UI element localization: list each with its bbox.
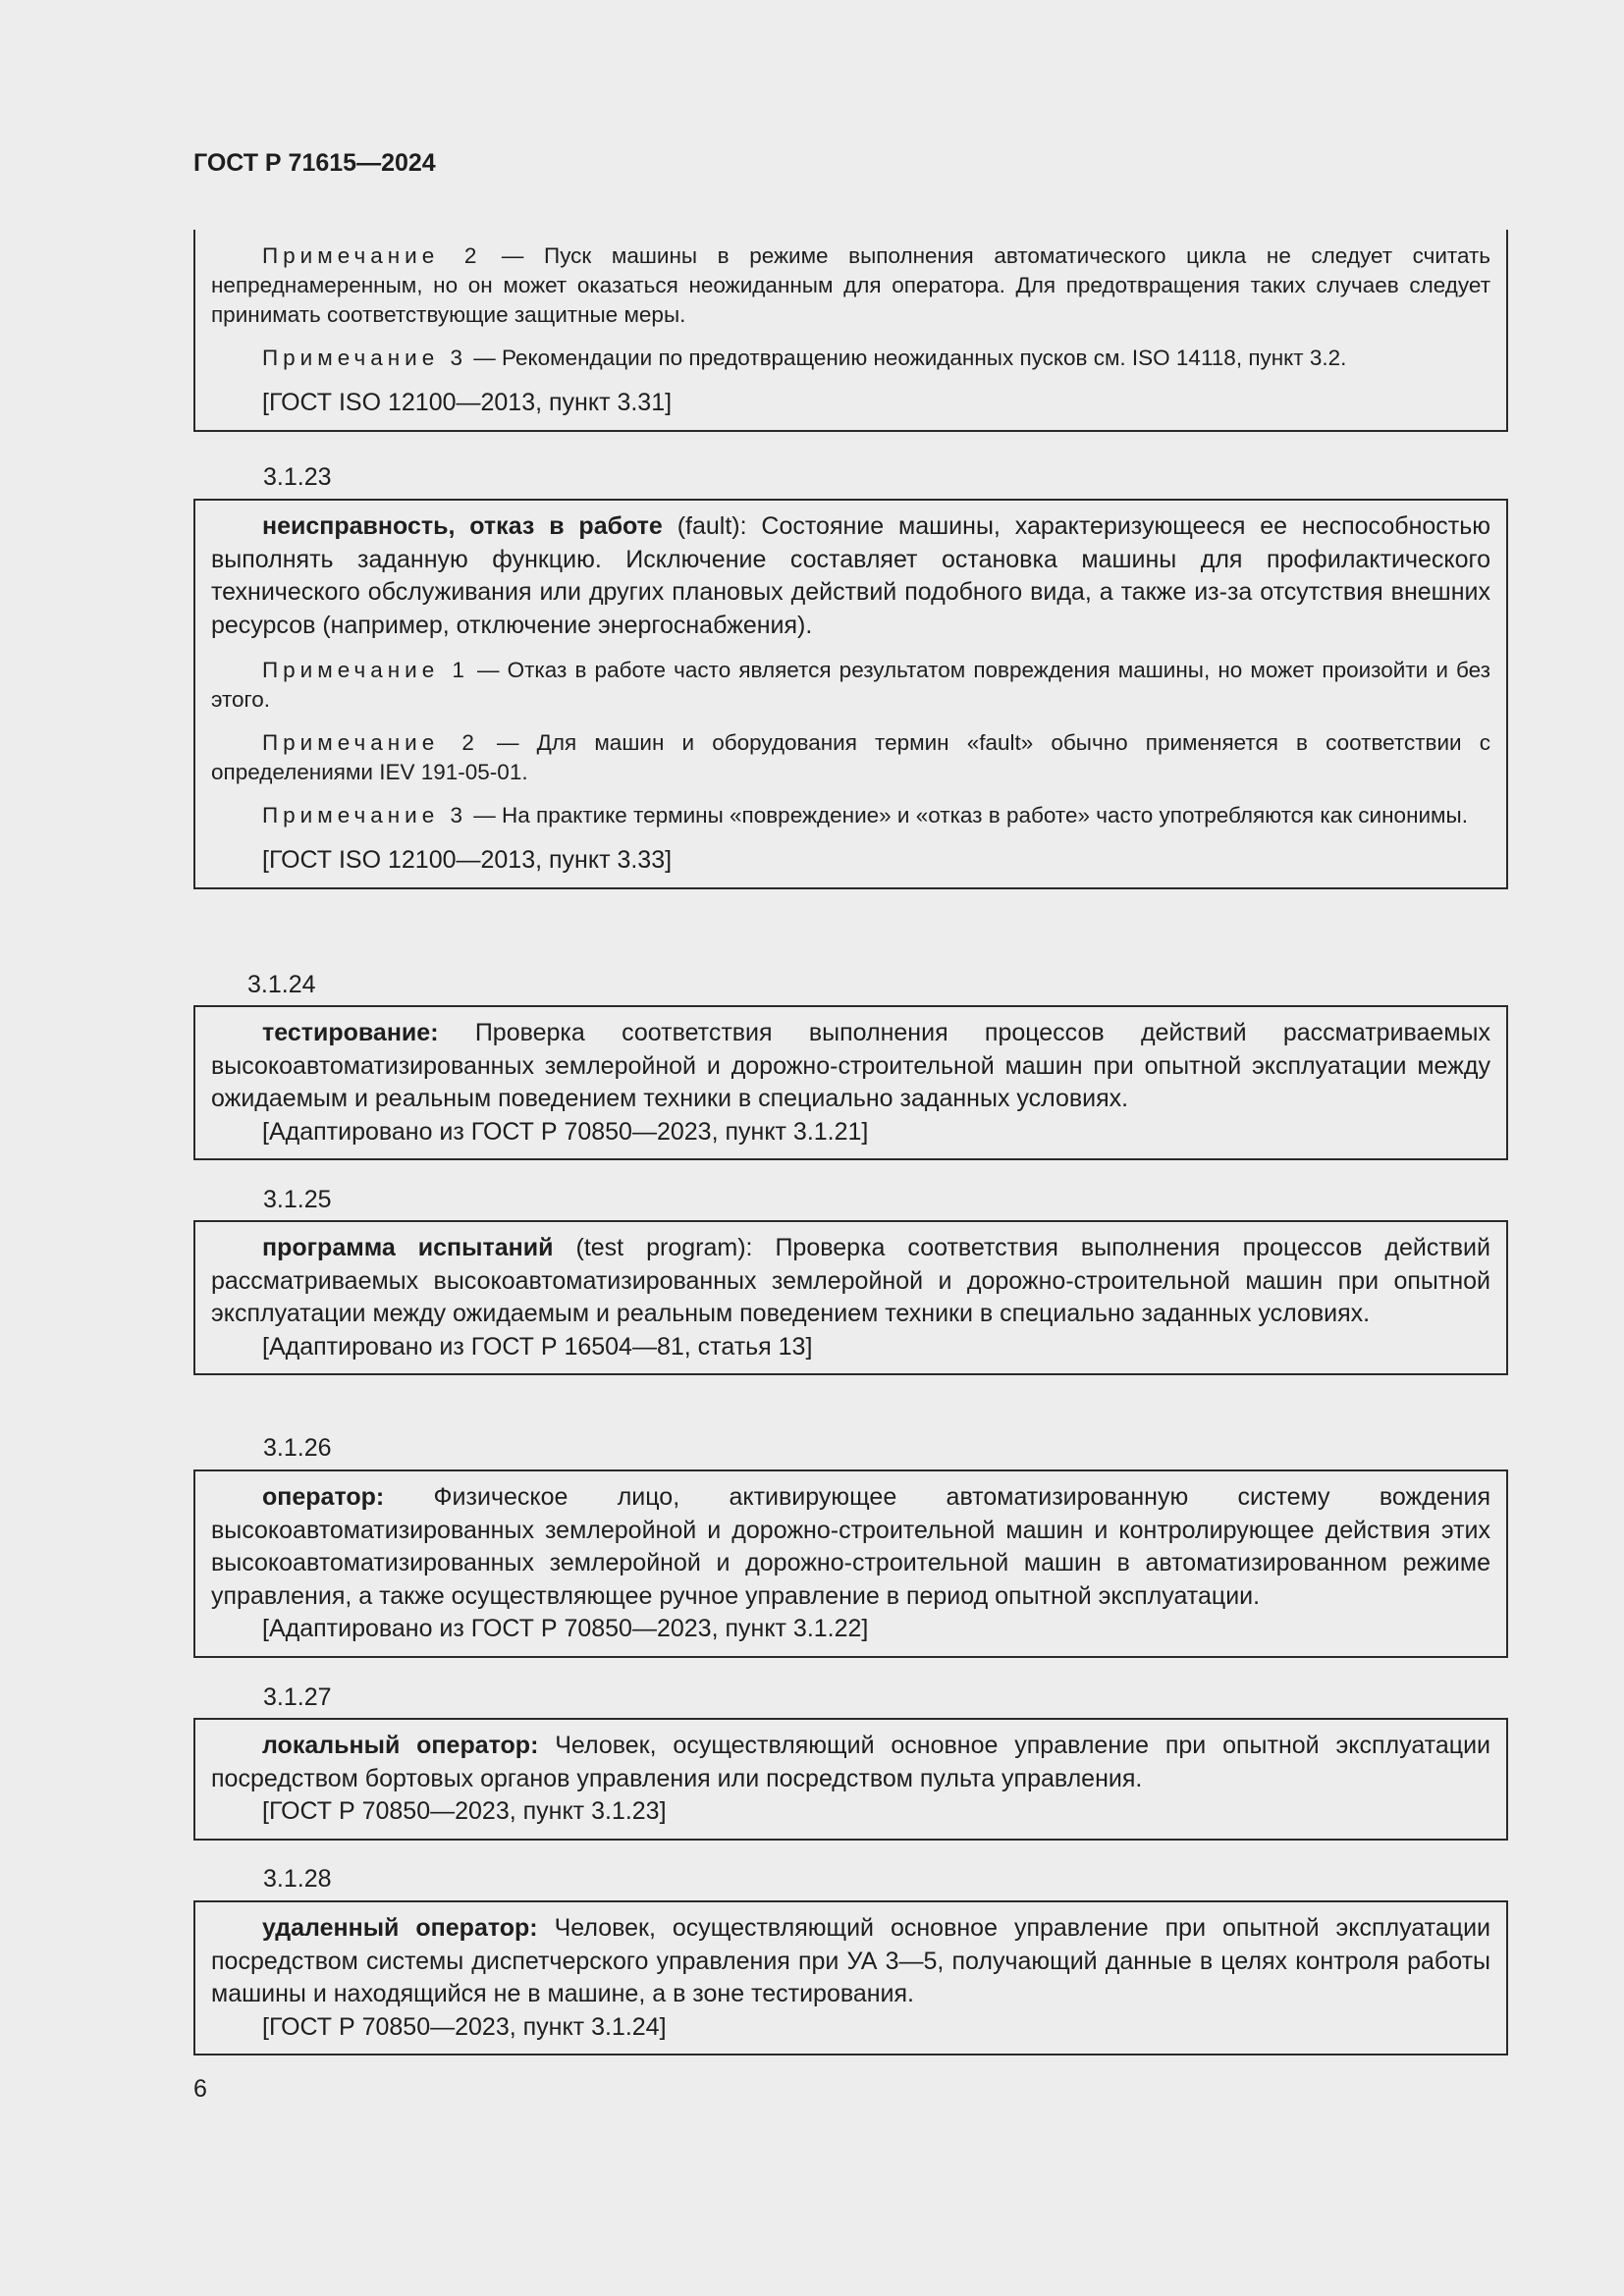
clause-number: 3.1.25 [263,1186,332,1213]
note-paragraph [211,656,1490,715]
note-paragraph [211,728,1490,787]
term: оператор: [262,1483,385,1511]
definition-paragraph [211,510,1490,642]
note-label: Примечание 2 [262,243,482,268]
term: локальный оператор: [262,1732,539,1759]
definition-paragraph [211,1730,1490,1795]
document-header: ГОСТ Р 71615—2024 [193,149,436,177]
clause-block-3-1-23 [193,499,1508,889]
definition-text: Физическое лицо, активирующее автоматизированную систему вождения высокоавтоматизированных землеройной и дорожно-строительной машин и контролирующее действия этих высокоавтоматизированных землеройной и дорожно-строительной машин в автоматизированном режиме управления, а также осуществляющее ручное управление в период опытной эксплуатации. [211,1483,1490,1610]
clause-block-3-1-27 [193,1718,1508,1841]
term: удаленный оператор: [262,1914,538,1942]
note-label: Примечание 3 [262,803,467,828]
note-label: Примечание 2 [262,730,479,755]
definition-paragraph [211,1912,1490,2011]
definition-paragraph [211,1481,1490,1613]
note-text: — Рекомендации по предотвращению неожиданных пусков см. ISO 14118, пункт 3.2. [467,346,1347,370]
note-paragraph [211,801,1490,830]
definition-text: (fault): Состояние машины, характеризующееся ее неспособностью выполнять заданную функцию. Исключение составляет остановка машины для профилактического технического обслуживания или других плановых действий подобного вида, а также из-за отсутствия внешних ресурсов (например, отключение энергоснабжения). [211,512,1490,639]
definition-text: Проверка соответствия выполнения процессов действий рассматриваемых высокоавтоматизированных землеройной и дорожно-строительной машин при опытной эксплуатации между ожидаемым и реальным поведением техники в специально заданных условиях. [211,1019,1490,1112]
note-paragraph [211,241,1490,330]
clause-block-3-1-25 [193,1220,1508,1375]
definition-text: Человек, осуществляющий основное управление при опытной эксплуатации посредством системы диспетчерского управления при УА 3—5, получающий данные в целях контроля работы машины и находящийся не в машине, а в зоне тестирования. [211,1914,1490,2007]
clause-number: 3.1.27 [263,1683,332,1711]
source-reference: [ГОСТ Р 70850—2023, пункт 3.1.23] [262,1797,667,1825]
definition-text: (test program): Проверка соответствия выполнения процессов действий рассматриваемых высокоавтоматизированных землеройной и дорожно-строительной машин при опытной эксплуатации между ожидаемым и реальным поведением техники в специально заданных условиях. [211,1234,1490,1327]
clause-number: 3.1.23 [263,463,332,491]
definition-paragraph [211,1017,1490,1116]
clause-number: 3.1.28 [263,1865,332,1893]
term: программа испытаний [262,1234,554,1261]
definition-paragraph [211,1232,1490,1331]
note-paragraph [211,344,1490,373]
clause-number: 3.1.26 [263,1434,332,1462]
note-text: — Для машин и оборудования термин «fault» обычно применяется в соответствии с определениями IEV 191-05-01. [211,730,1490,784]
note-text: — Пуск машины в режиме выполнения автоматического цикла не следует считать непреднамеренным, но он может оказаться неожиданным для оператора. Для предотвращения таких случаев следует принимать соответствующие защитные меры. [211,243,1491,327]
source-reference: [ГОСТ ISO 12100—2013, пункт 3.33] [262,846,673,874]
clause-block-3-1-26 [193,1469,1508,1658]
page-number: 6 [193,2075,207,2103]
source-reference: [ГОСТ Р 70850—2023, пункт 3.1.24] [262,2012,667,2041]
note-text: — На практике термины «повреждение» и «отказ в работе» часто употребляются как синонимы. [467,803,1468,828]
note-text: — Отказ в работе часто является результатом повреждения машины, но может произойти и без этого. [211,658,1490,712]
source-reference: [Адаптировано из ГОСТ Р 70850—2023, пункт 3.1.22] [262,1615,869,1642]
source-reference: [Адаптировано из ГОСТ Р 16504—81, статья 13] [262,1332,813,1361]
term: неисправность, отказ в работе [262,512,663,540]
definition-text: Человек, осуществляющий основное управление при опытной эксплуатации посредством бортовых органов управления или посредством пульта управления. [211,1732,1490,1792]
note-label: Примечание 1 [262,658,469,682]
source-reference: [Адаптировано из ГОСТ Р 70850—2023, пункт 3.1.21] [262,1117,869,1146]
clause-block-3-1-24 [193,1005,1508,1160]
term: тестирование: [262,1019,439,1046]
clause-block-continued [193,230,1508,432]
source-reference: [ГОСТ ISO 12100—2013, пункт 3.31] [262,389,673,416]
clause-block-3-1-28 [193,1900,1508,2056]
clause-number: 3.1.24 [247,971,316,998]
note-label: Примечание 3 [262,346,467,370]
